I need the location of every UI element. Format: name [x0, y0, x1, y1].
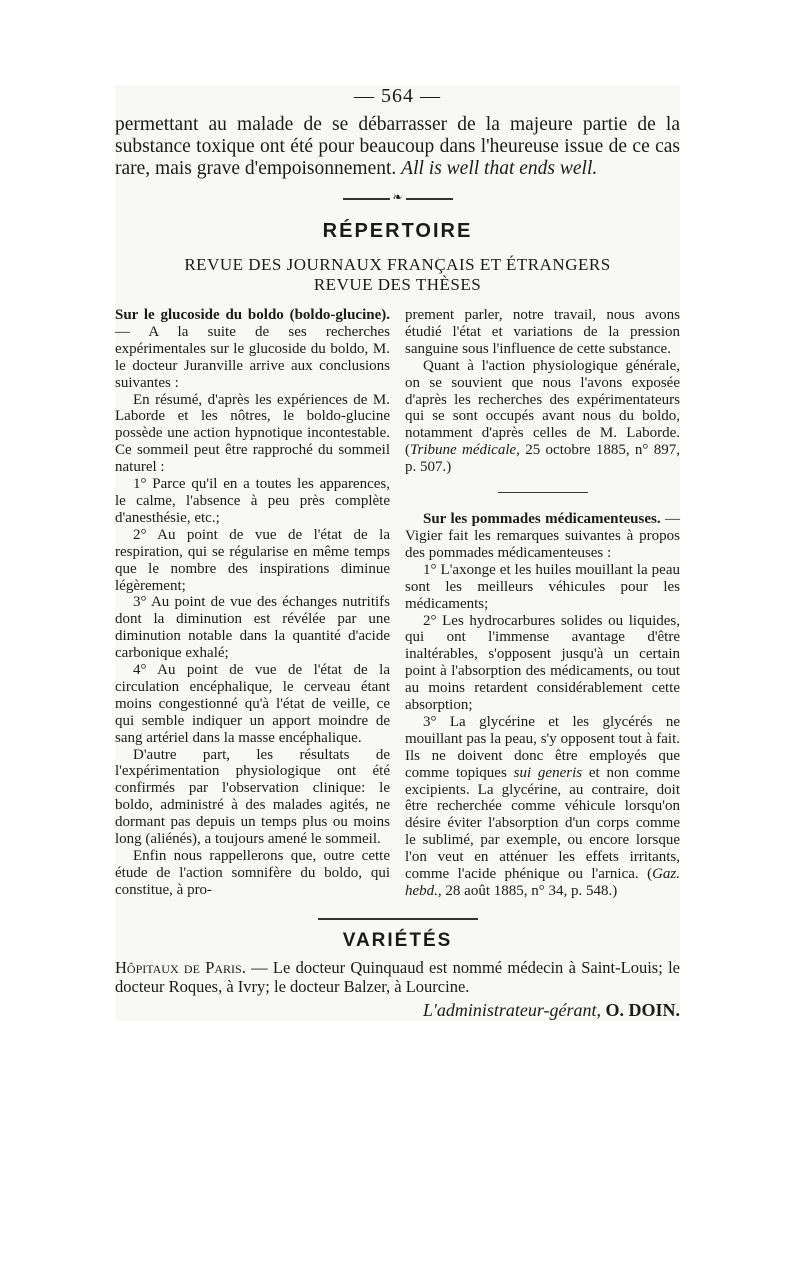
signature-name: O. DOIN.	[605, 999, 680, 1020]
page-number: — 564 —	[354, 85, 441, 107]
intro-paragraph	[115, 114, 680, 180]
subtitle-line1: REVUE DES JOURNAUX FRANÇAIS ET ÉTRANGERS	[184, 255, 611, 274]
italic-term: sui generis	[513, 764, 583, 781]
right-column	[405, 307, 680, 900]
ornamental-rule	[343, 190, 453, 204]
paragraph-text: et non comme excipients. La glycérine, au contraire, doit être recherchée comme véhicule lorsqu'on désire éviter l'absorption d'un corps comme le sublimé, par exemple, ou encore lorsque l'on veut en atténuer les effets irritants, comme l'acide phénique ou l'arnica. (	[405, 764, 680, 883]
two-columns	[115, 307, 680, 900]
paragraph-text: 3° La glycérine et les glycérés ne mouillant pas la peau, s'y opposent tout à fait. Ils ne doivent donc être employés que comme topiques	[405, 713, 680, 781]
paragraph: 1° L'axonge et les huiles mouillant la peau sont les meilleurs véhicules pour les médicaments;	[405, 561, 680, 612]
citation-source: Tribune médicale	[410, 442, 517, 459]
intro-text: permettant au malade de se débarrasser de la majeure partie de la substance toxique ont été pour beaucoup dans l'heureuse issue de ce cas rare, mais grave d'empoisonnement.	[115, 114, 680, 179]
ornament-icon: ❧	[389, 190, 405, 205]
section-title: RÉPERTOIRE	[322, 220, 473, 242]
paragraph: prement parler, notre travail, nous avons étudié l'état et variations de la pression sanguine sous l'influence de cette substance.	[405, 307, 680, 357]
paragraph-text: — A la suite de ses recherches expérimentales sur le glucoside du boldo, M. le docteur Juranville arrive aux conclusions suivantes :	[115, 323, 390, 391]
paragraph: 3° Au point de vue des échanges nutritifs dont la diminution est révélée par une diminution notable dans la quantité d'acide carbonique exhalé;	[115, 594, 390, 662]
article-heading: Sur les pommades médicamenteuses.	[423, 511, 661, 528]
subtitle-line2: REVUE DES THÈSES	[313, 275, 482, 294]
intro-english: All is well that ends well.	[401, 158, 598, 179]
citation-source: Gaz. hebd.	[405, 866, 680, 899]
paragraph: Enfin nous rappellerons que, outre cette étude de l'action somnifère du boldo, qui constitue, à pro-	[115, 848, 390, 898]
paragraph-text: Quant à l'action physiologique générale, on se souvient que nous l'avons exposée d'après les recherches des expérimentateurs qui se sont occupés avant nous du boldo, notamment d'après celles de M. Laborde. (	[405, 357, 680, 459]
varietes-paragraph	[115, 958, 680, 996]
signature	[115, 1000, 680, 1021]
varietes-label: Hôpitaux de Paris.	[115, 957, 246, 977]
divider	[498, 492, 588, 493]
article-pommades-intro	[405, 511, 680, 562]
article-boldo-intro	[115, 307, 390, 392]
paragraph: En résumé, d'après les expériences de M. Laborde et les nôtres, le boldo-glucine possède une action hypnotique incontestable. Ce sommeil peut être rapproché du sommeil naturel :	[115, 391, 390, 476]
divider	[318, 918, 478, 920]
document-page	[115, 85, 680, 1021]
left-column	[115, 307, 390, 900]
varietes-title: VARIÉTÉS	[342, 929, 453, 951]
paragraph: 2° Au point de vue de l'état de la respiration, qui se régularise en même temps que le nombre des inspirations diminue légèrement;	[115, 526, 390, 594]
paragraph: D'autre part, les résultats de l'expérimentation physiologique ont été confirmés par l'observation clinique: le boldo, administré à des malades agités, ne dormant pas depuis un temps plus ou moins long (aliénés), a toujours amené le sommeil.	[115, 746, 390, 848]
citation-ref: , 25 octobre 1885, n° 897, p. 507.)	[405, 442, 680, 476]
article-heading: Sur le glucoside du boldo (boldo-glucine).	[115, 307, 390, 323]
signature-role: L'administrateur-gérant,	[422, 999, 601, 1020]
citation-ref: , 28 août 1885, n° 34, p. 548.)	[437, 883, 618, 899]
paragraph: 2° Les hydrocarbures solides ou liquides, qui ont l'immense avantage d'être inaltérables, s'opposent jusqu'à un certain point à l'absorption des médicaments, ou tout au moins retardent considérablement cette absorption;	[405, 612, 680, 714]
paragraph: 4° Au point de vue de l'état de la circulation encéphalique, le cerveau étant moins congestionné qu'à l'état de veille, ce qui semble indiquer un apport moindre de sang artériel dans la masse encéphalique.	[115, 662, 390, 746]
paragraph-citation	[405, 358, 680, 476]
paragraph: 1° Parce qu'il en a toutes les apparences, le calme, l'absence à peu près complète d'anesthésie, etc.;	[115, 476, 390, 526]
paragraph-glycerine	[405, 714, 680, 900]
paragraph-text: — Vigier fait les remarques suivantes à propos des pommades médicamenteuses :	[405, 511, 681, 561]
varietes-text: — Le docteur Quinquaud est nommé médecin à Saint-Louis; le docteur Roques, à Ivry; le docteur Balzer, à Lourcine.	[115, 957, 680, 996]
